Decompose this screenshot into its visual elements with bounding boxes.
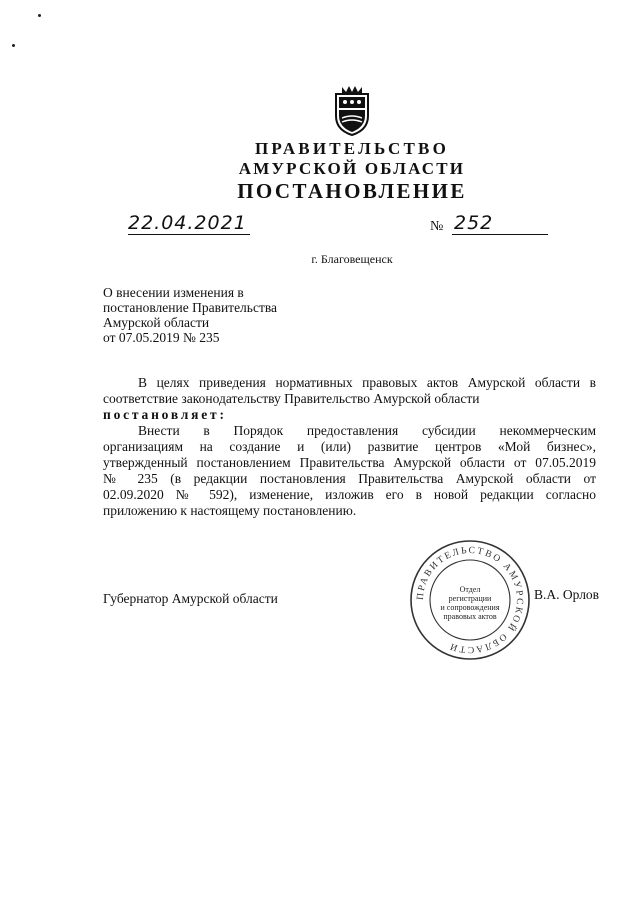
signatory-name: В.А. Орлов: [534, 587, 600, 602]
city-label: г. Благовещенск: [311, 252, 393, 266]
preamble-line: В целях приведения нормативных правовых актов Амурской области в: [138, 375, 596, 390]
handwritten-number: [452, 212, 548, 235]
scan-speck: [12, 44, 15, 47]
subject-line: от 07.05.2019 № 235: [103, 330, 220, 345]
handwritten-number-value: 252: [454, 212, 494, 234]
decree-word: постановляет:: [103, 407, 227, 422]
stamp-inner-line: правовых актов: [443, 612, 497, 621]
handwritten-date: 22.04.2021: [128, 212, 250, 235]
stamp-inner-line: регистрации: [448, 594, 492, 603]
coat-of-arms-icon: [330, 84, 374, 136]
subject-line: Амурской области: [103, 315, 210, 330]
subject-line: О внесении изменения в: [103, 285, 244, 300]
number-sign: №: [430, 219, 444, 234]
stamp-inner-text: [433, 585, 507, 621]
document-type: ПОСТАНОВЛЕНИЕ: [237, 179, 467, 203]
scan-speck: [38, 14, 41, 17]
preamble-line: соответствие законодательству Правительство Амурской области: [103, 391, 480, 406]
body-line: № 235 (в редакции постановления Правительства Амурской области от: [103, 471, 596, 486]
body-line: 02.09.2020 № 592), изменение, изложив его в новой редакции согласно: [103, 487, 596, 502]
official-stamp: [408, 538, 532, 662]
signatory-title: Губернатор Амурской области: [103, 591, 278, 606]
stamp-inner-line: и сопровождения: [440, 603, 500, 612]
body-line: организациям на создание и (или) развитие центров «Мой бизнес»,: [103, 439, 596, 454]
org-title-line2: АМУРСКОЙ ОБЛАСТИ: [238, 159, 466, 178]
body-line: Внести в Порядок предоставления субсидии некоммерческим: [138, 423, 596, 438]
stamp-inner-line: Отдел: [459, 585, 481, 594]
body-line: утвержденный постановлением Правительства Амурской области от 07.05.2019: [103, 455, 596, 470]
body-line: приложению к настоящему постановлению.: [103, 503, 357, 518]
org-title-line1: ПРАВИТЕЛЬСТВО: [255, 139, 449, 158]
subject-line: постановление Правительства: [103, 300, 278, 315]
stamp-ring-text: ПРАВИТЕЛЬСТВО АМУРСКОЙ ОБЛАСТИ: [415, 545, 525, 655]
